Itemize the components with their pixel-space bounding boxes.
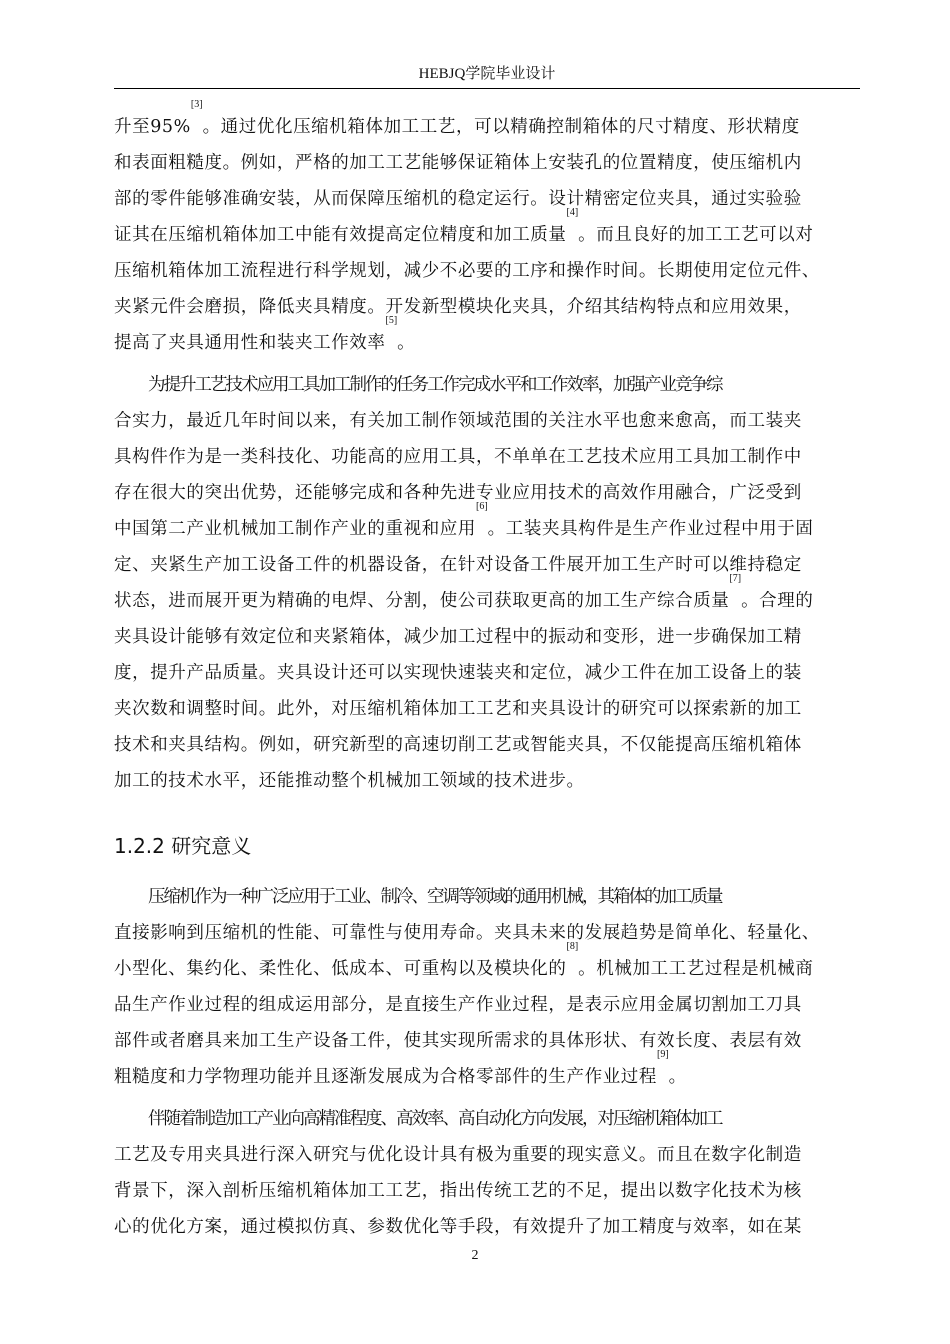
text-line: 部件或者磨具来加工生产设备工件，使其实现所需求的具体形状、有效长度、表层有效 [114,1031,802,1051]
text-line: 和表面粗糙度。例如，严格的加工工艺能够保证箱体上安装孔的位置精度，使压缩机内 [114,153,802,173]
citation: [8] [566,941,579,952]
text-line: 升至95%[3]。通过优化压缩机箱体加工工艺，可以精确控制箱体的尺寸精度、形状精度 [114,99,800,137]
citation: [6] [476,501,488,512]
text-line: 提高了夹具通用性和装夹工作效率[5]。 [114,315,416,353]
text-line: 工艺及专用夹具进行深入研究与优化设计具有极为重要的现实意义。而且在数字化制造 [114,1145,802,1165]
text-line: 状态，进而展开更为精确的电焊、分割，使公司获取更高的加工生产综合质量[7]。合理的 [114,573,814,611]
citation: [3] [190,99,203,110]
text-line: 定、夹紧生产加工设备工件的机器设备，在针对设备工件展开加工生产时可以维持稳定 [114,555,802,575]
page-number: 2 [471,1248,479,1263]
text-line: 为提升工艺技术应用工具加工制作的任务工作完成水平和工作效率，加强产业竞争综 [148,375,722,395]
text-line: 合实力，最近几年时间以来，有关加工制作领域范围的关注水平也愈来愈高，而工装夹 [114,411,802,431]
text-line: 具构件作为是一类科技化、功能高的应用工具，不单单在工艺技术应用工具加工制作中 [114,447,802,467]
text-line: 存在很大的突出优势，还能够完成和各种先进专业应用技术的高效作用融合，广泛受到 [114,483,802,503]
text-line: 中国第二产业机械加工制作产业的重视和应用[6]。工装夹具构件是生产作业过程中用于固 [114,501,814,539]
citation: [7] [729,573,742,584]
citation: [9] [657,1049,669,1060]
text-line: 夹次数和调整时间。此外，对压缩机箱体加工工艺和夹具设计的研究可以探索新的加工 [114,699,802,719]
header-rule [114,88,860,89]
text-line: 夹具设计能够有效定位和夹紧箱体，减少加工过程中的振动和变形，进一步确保加工精 [114,627,802,647]
text-line: 品生产作业过程的组成运用部分，是直接生产作业过程，是表示应用金属切割加工刀具 [114,995,802,1015]
citation: [5] [385,315,398,326]
text-line: 加工的技术水平，还能推动整个机械加工领域的技术进步。 [114,771,585,791]
text-line: 压缩机作为一种广泛应用于工业、制冷、空调等领域的通用机械，其箱体的加工质量 [148,887,722,907]
text-line: 夹紧元件会磨损，降低夹具精度。开发新型模块化夹具，介绍其结构特点和应用效果， [114,297,802,317]
text-line: 度，提升产品质量。夹具设计还可以实现快速装夹和定位，减少工件在加工设备上的装 [114,663,802,683]
text-line: 粗糙度和力学物理功能并且逐渐发展成为合格零部件的生产作业过程[9]。 [114,1049,687,1087]
section-heading: 1.2.2 研究意义 [114,834,252,858]
citation: [4] [566,207,579,218]
text-line: 证其在压缩机箱体加工中能有效提高定位精度和加工质量[4]。而且良好的加工工艺可以对 [114,207,814,245]
page-header: HEBJQ学院毕业设计 [418,66,556,82]
text-line: 伴随着制造加工产业向高精准程度、高效率、高自动化方向发展，对压缩机箱体加工 [148,1109,722,1129]
text-line: 压缩机箱体加工流程进行科学规划，减少不必要的工序和操作时间。长期使用定位元件、 [114,261,820,281]
text-line: 部的零件能够准确安装，从而保障压缩机的稳定运行。设计精密定位夹具，通过实验验 [114,189,802,209]
text-line: 背景下，深入剖析压缩机箱体加工工艺，指出传统工艺的不足，提出以数字化技术为核 [114,1181,802,1201]
text-line: 技术和夹具结构。例如，研究新型的高速切削工艺或智能夹具，不仅能提高压缩机箱体 [114,735,802,755]
text-line: 心的优化方案，通过模拟仿真、参数优化等手段，有效提升了加工精度与效率，如在某 [114,1217,802,1237]
text-line: 直接影响到压缩机的性能、可靠性与使用寿命。夹具未来的发展趋势是简单化、轻量化、 [114,923,820,943]
text-line: 小型化、集约化、柔性化、低成本、可重构以及模块化的[8]。机械加工工艺过程是机械商 [114,941,814,979]
